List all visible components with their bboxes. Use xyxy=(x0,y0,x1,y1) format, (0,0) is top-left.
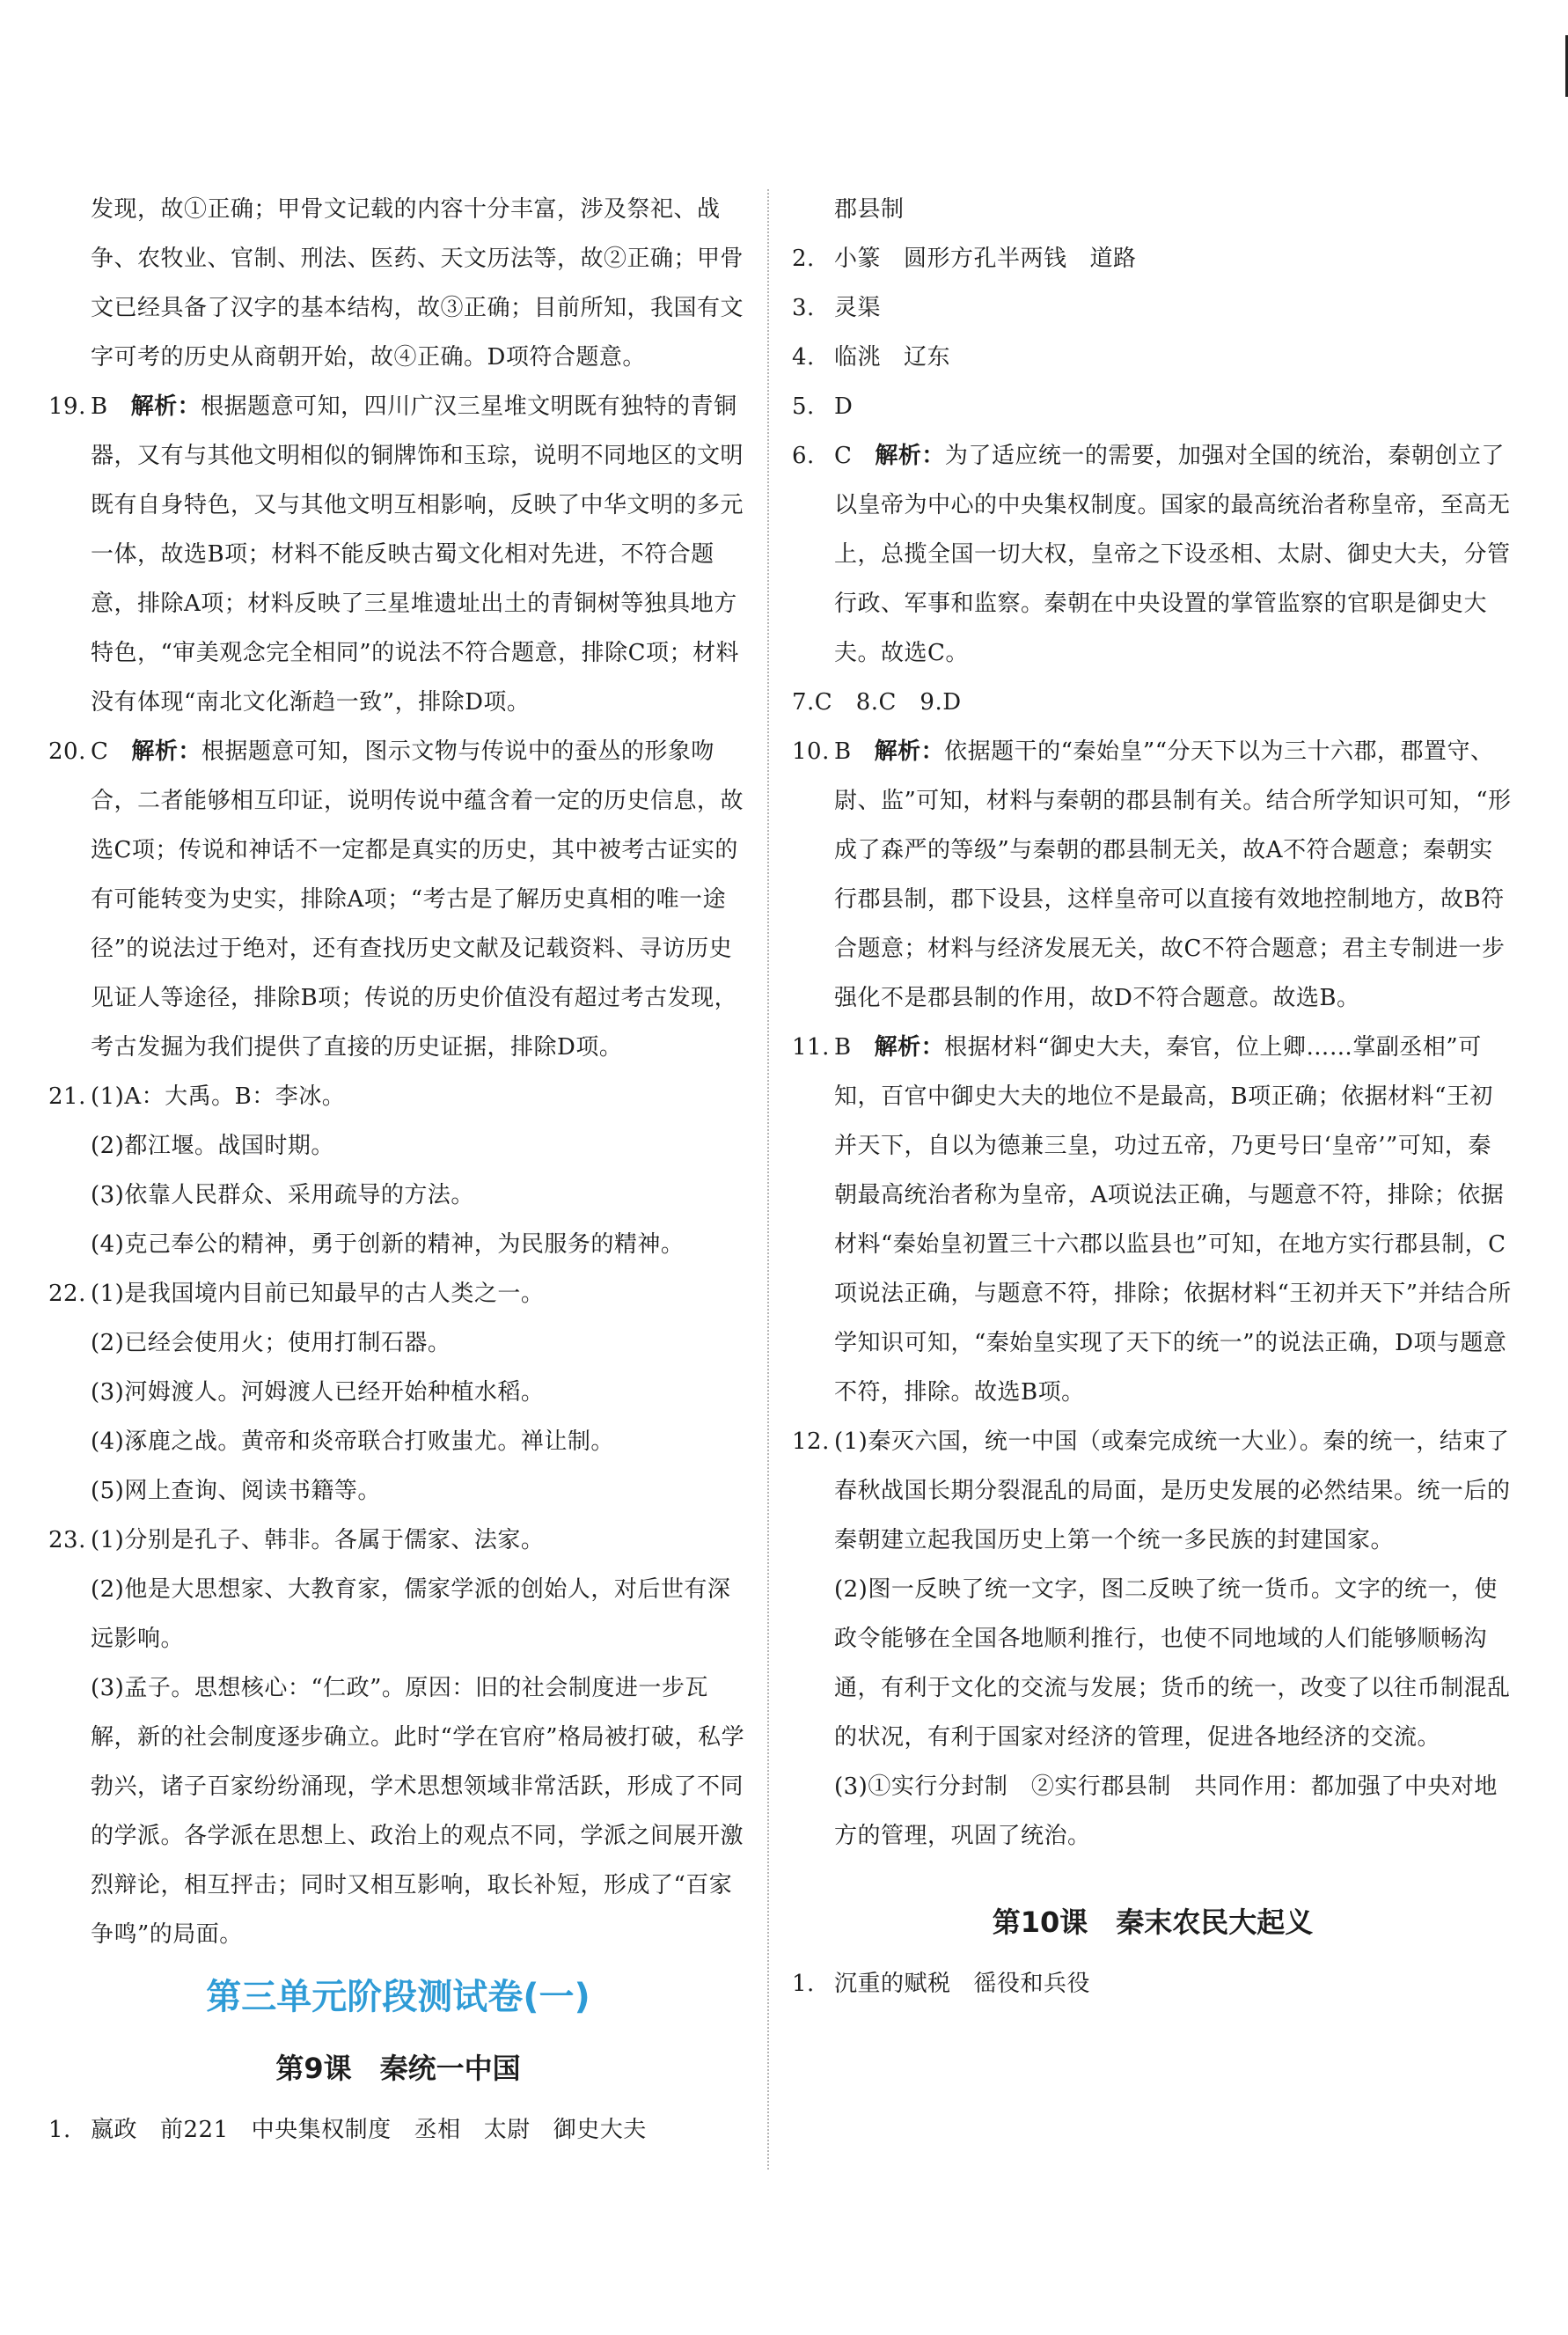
answer-part: (3)①实行分封制 ②实行郡县制 共同作用：都加强了中央对地方的管理，巩固了统治。 xyxy=(834,1773,1498,1849)
analysis-label: 解析： xyxy=(874,738,945,765)
column-divider xyxy=(767,189,769,2170)
analysis-text: 根据材料“御史大夫，秦官，位上卿……掌副丞相”可知，百官中御史大夫的地位不是最高，B项正确；依据材料“王初并天下，自以为德兼三皇，功过五帝，乃更号曰‘皇帝’”可知，秦朝最高统治者称为皇帝，A项说法正确，与题意不符，排除；依据材料“秦始皇初置三十六郡以监县也”可知，在地方实行郡县制，C项说法正确，与题意不符，排除；依据材料“王初并天下”并结合所学知识可知，“秦始皇实现了天下的统一”的说法正确，D项与题意不符，排除。故选B项。 xyxy=(834,1034,1512,1406)
answer-3 xyxy=(792,283,1513,333)
answer-part: (3)依靠人民群众、采用疏导的方法。 xyxy=(91,1182,474,1208)
answer-text: D xyxy=(834,393,854,420)
answer-10 xyxy=(792,727,1513,1023)
answer-item: 前221 xyxy=(160,2117,229,2143)
lesson-10-title: 第10课 秦末农民大起义 xyxy=(992,1905,1314,1939)
answer-item: 小篆 xyxy=(834,246,882,272)
question-number: 19. xyxy=(48,393,86,420)
answer-part: (1)秦灭六国，统一中国（或秦完成统一大业）。秦的统一，结束了春秋战国长期分裂混乱的局面，是历史发展的必然结果。统一后的秦朝建立起我国历史上第一个统一多民族的封建国家。 xyxy=(834,1428,1511,1553)
answer-part: (1)是我国境内目前已知最早的古人类之一。 xyxy=(91,1281,545,1307)
question-number: 1. xyxy=(48,2117,71,2143)
answer-4 xyxy=(792,333,1513,382)
answer-part: (5)网上查询、阅读书籍等。 xyxy=(91,1478,381,1504)
question-number: 20. xyxy=(48,738,86,765)
analysis-text: 为了适应统一的需要，加强对全国的统治，秦朝创立了以皇帝为中心的中央集权制度。国家的最高统治者称皇帝，至高无上，总揽全国一切大权，皇帝之下设丞相、太尉、御史大夫，分管行政、军事和监察。秦朝在中央设置的掌管监察的官职是御史大夫。故选C。 xyxy=(834,443,1511,666)
analysis-text: 根据题意可知，四川广汉三星堆文明既有独特的青铜器，又有与其他文明相似的铜牌饰和玉琮，说明不同地区的文明既有自身特色，又与其他文明互相影响，反映了中华文明的多元一体，故选B项；材料不能反映古蜀文化相对先进，不符合题意，排除A项；材料反映了三星堆遗址出土的青铜树等独具地方特色，“审美观念完全相同”的说法不符合题意，排除C项；材料没有体现“南北文化渐趋一致”，排除D项。 xyxy=(91,393,744,716)
question-number: 1. xyxy=(792,1971,815,1997)
question-number: 11. xyxy=(792,1034,830,1061)
answer-choice: B xyxy=(834,738,852,765)
left-column xyxy=(48,185,748,2155)
answer-item: 嬴政 xyxy=(91,2117,138,2143)
answer-text: 灵渠 xyxy=(834,295,882,321)
analysis-label: 解析： xyxy=(875,443,945,469)
analysis-label: 解析： xyxy=(131,738,201,765)
analysis-label: 解析： xyxy=(130,393,201,420)
answer-part: (2)都江堰。战国时期。 xyxy=(91,1133,334,1159)
continued-answer-1: 郡县制 xyxy=(834,196,905,223)
answer-part: (2)已经会使用火；使用打制石器。 xyxy=(91,1330,451,1356)
answer-part: (3)河姆渡人。河姆渡人已经开始种植水稻。 xyxy=(91,1379,545,1406)
answer-part: (1)分别是孔子、韩非。各属于儒家、法家。 xyxy=(91,1527,545,1553)
analysis-text: 根据题意可知，图示文物与传说中的蚕丛的形象吻合，二者能够相互印证，说明传说中蕴含着一定的历史信息，故选C项；传说和神话不一定都是真实的历史，其中被考古证实的有可能转变为史实，排除A项；“考古是了解历史真相的唯一途径”的说法过于绝对，还有查找历史文献及记载资料、寻访历史见证人等途径，排除B项；传说的历史价值没有超过考古发现，考古发掘为我们提供了直接的历史证据，排除D项。 xyxy=(91,738,744,1061)
answer-item: 道路 xyxy=(1089,246,1137,272)
answer-choice: B xyxy=(834,1034,852,1061)
answer-item: 徭役和兵役 xyxy=(973,1971,1091,1997)
unit-test-title: 第三单元阶段测试卷(一) xyxy=(206,1977,590,2017)
question-number: 21. xyxy=(48,1083,86,1110)
answer-item: 丞相 xyxy=(414,2117,461,2143)
answer-item: 太尉 xyxy=(483,2117,531,2143)
answer-2 xyxy=(792,234,1513,283)
lesson-9-title: 第9课 秦统一中国 xyxy=(275,2052,521,2085)
question-number: 22. xyxy=(48,1281,86,1307)
analysis-text: 依据题干的“秦始皇”“分天下以为三十六郡，郡置守、尉、监”可知，材料与秦朝的郡县制有关。结合所学知识可知，“形成了森严的等级”与秦朝的郡县制无关，故A不符合题意；秦朝实行郡县制，郡下设县，这样皇帝可以直接有效地控制地方，故B符合题意；材料与经济发展无关，故C不符合题意；君主专制进一步强化不是郡县制的作用，故D不符合题意。故选B。 xyxy=(834,738,1512,1011)
question-number: 3. xyxy=(792,295,815,321)
lesson-10-answer-1 xyxy=(792,1959,1513,2008)
answer-part: (2)图一反映了统一文字，图二反映了统一货币。文字的统一，使政令能够在全国各地顺利推行，也使不同地域的人们能够顺畅沟通，有利于文化的交流与发展；货币的统一，改变了以往币制混乱的状况，有利于国家对经济的管理，促进各地经济的交流。 xyxy=(834,1576,1511,1751)
answer-part: (1)A：大禹。B：李冰。 xyxy=(91,1083,346,1110)
answer-item: 中央集权制度 xyxy=(251,2117,392,2143)
answer-choice: B xyxy=(91,393,108,420)
answer-item: 辽东 xyxy=(904,344,951,371)
continued-answer-18: 发现，故①正确；甲骨文记载的内容十分丰富，涉及祭祀、战争、农牧业、官制、刑法、医药、天文历法等，故②正确；甲骨文已经具备了汉字的基本结构，故③正确；目前所知，我国有文字可考的历史从商朝开始，故④正确。D项符合题意。 xyxy=(91,196,744,371)
right-column xyxy=(792,185,1513,2008)
question-number: 2. xyxy=(792,246,815,272)
answer-part: (4)涿鹿之战。黄帝和炎帝联合打败蚩尤。禅让制。 xyxy=(91,1428,614,1455)
answer-choice: C xyxy=(91,738,109,765)
answer-part: (3)孟子。思想核心：“仁政”。原因：旧的社会制度进一步瓦解，新的社会制度逐步确立。此时“学在官府”格局被打破，私学勃兴，诸子百家纷纷涌现，学术思想领域非常活跃，形成了不同的学派。各学派在思想上、政治上的观点不同，学派之间展开激烈辩论，相互抨击；同时又相互影响，取长补短，形成了“百家争鸣”的局面。 xyxy=(91,1675,745,1948)
answer-item: 沉重的赋税 xyxy=(834,1971,951,1997)
answer-item: 圆形方孔半两钱 xyxy=(904,246,1067,272)
question-number: 4. xyxy=(792,344,815,371)
answer-12 xyxy=(792,1417,1513,1565)
question-number: 12. xyxy=(792,1428,830,1455)
answer-11 xyxy=(792,1023,1513,1417)
answer-21 xyxy=(48,1072,748,1121)
answer-22 xyxy=(48,1269,748,1318)
answer-19 xyxy=(48,382,748,727)
answer-5 xyxy=(792,382,1513,431)
answer-23 xyxy=(48,1516,748,1565)
question-number: 23. xyxy=(48,1527,86,1553)
question-number: 6. xyxy=(792,443,815,469)
answer-part: (2)他是大思想家、大教育家，儒家学派的创始人，对后世有深远影响。 xyxy=(91,1576,731,1652)
lesson-9-answer-1 xyxy=(48,2105,748,2155)
answer-choice: C xyxy=(834,443,853,469)
answer-6 xyxy=(792,431,1513,678)
analysis-label: 解析： xyxy=(874,1034,945,1061)
answer-part: (4)克己奉公的精神，勇于创新的精神，为民服务的精神。 xyxy=(91,1231,685,1258)
answer-20 xyxy=(48,727,748,1072)
question-number: 10. xyxy=(792,738,830,765)
question-number: 5. xyxy=(792,393,815,420)
answers-7-9: 7.C 8.C 9.D xyxy=(792,689,962,716)
answer-item: 御史大夫 xyxy=(553,2117,647,2143)
answer-item: 临洮 xyxy=(834,344,882,371)
